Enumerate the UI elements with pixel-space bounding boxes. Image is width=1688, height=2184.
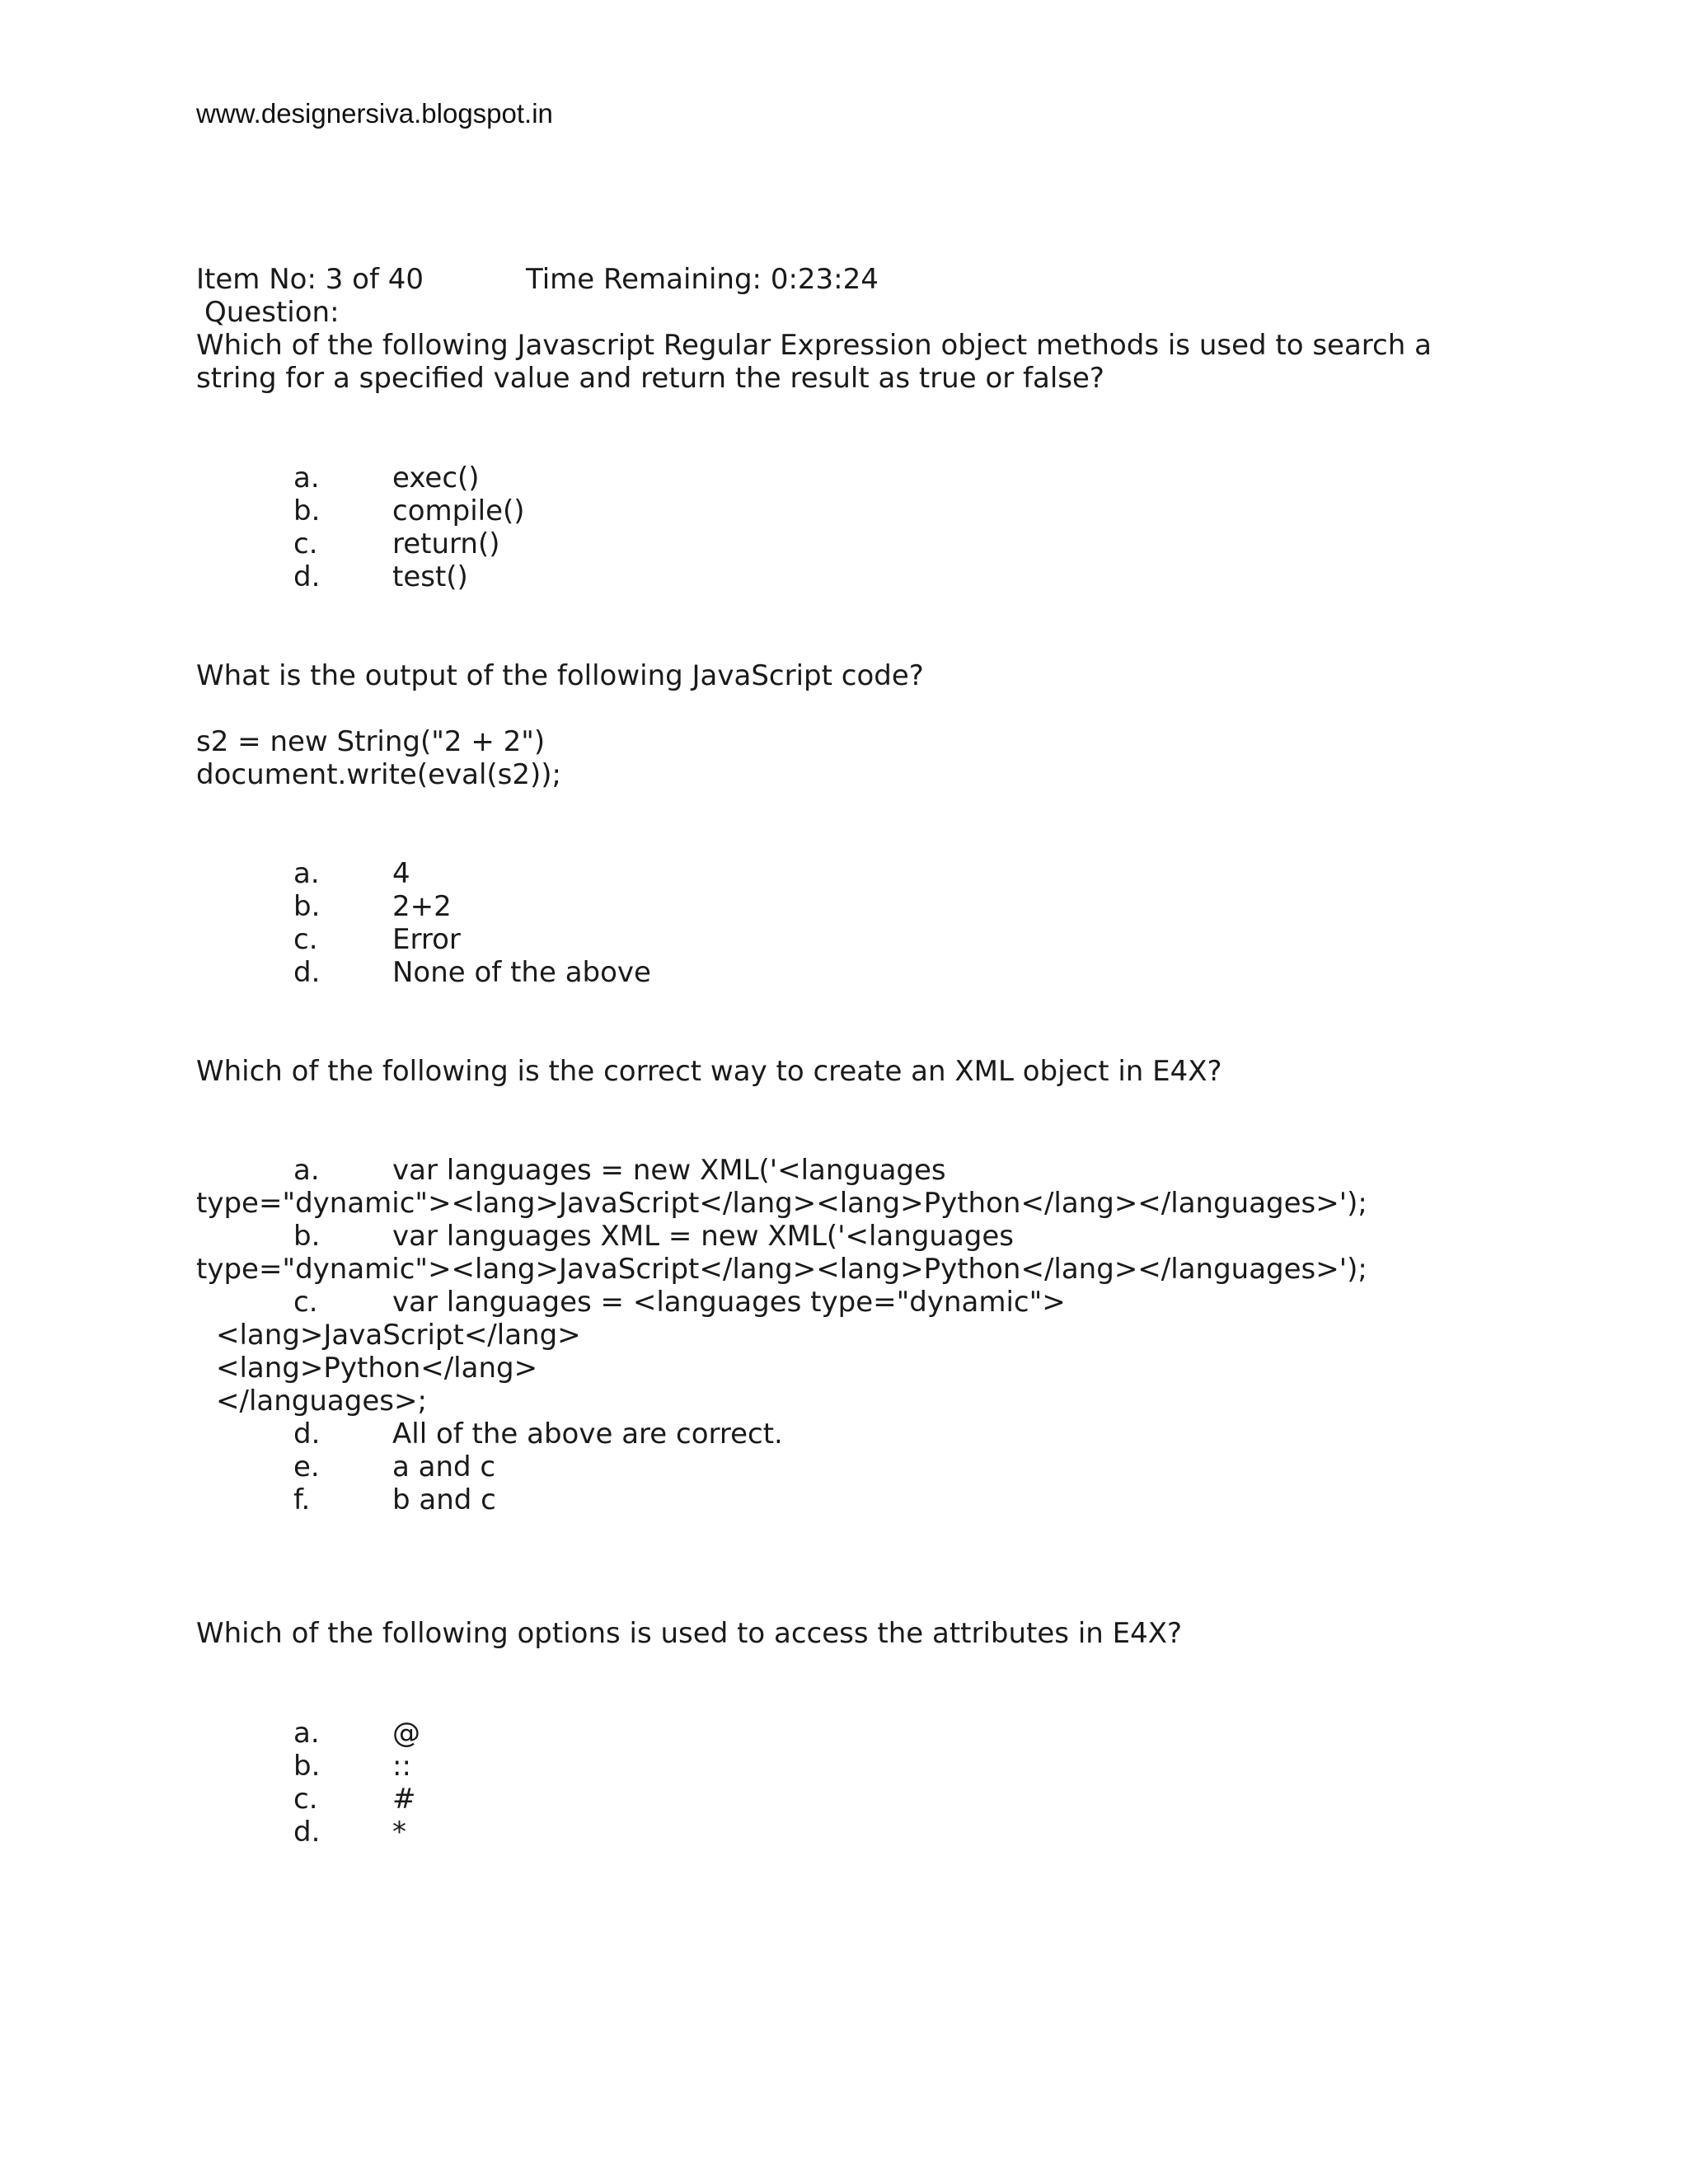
option-continuation: type="dynamic"><lang>JavaScript</lang><lang>Python</lang></languages>'); bbox=[196, 1187, 1367, 1220]
question-text-line: Which of the following Javascript Regular Expression object methods is used to search a bbox=[196, 329, 1432, 362]
option-text: compile() bbox=[392, 494, 525, 527]
option-text: var languages = <languages type="dynamic"> bbox=[392, 1286, 1066, 1319]
option-text: :: bbox=[392, 1750, 411, 1783]
option-letter: b. bbox=[293, 1750, 321, 1783]
option-letter: e. bbox=[293, 1451, 320, 1483]
option-letter: c. bbox=[293, 527, 318, 560]
option-letter: a. bbox=[293, 1717, 320, 1750]
code-line: s2 = new String("2 + 2") bbox=[196, 725, 546, 758]
question-label: Question: bbox=[204, 296, 340, 329]
option-letter: a. bbox=[293, 857, 320, 890]
option-letter: d. bbox=[293, 1418, 321, 1451]
option-letter: d. bbox=[293, 956, 321, 989]
question-text-line: Which of the following options is used to access the attributes in E4X? bbox=[196, 1617, 1183, 1650]
question-text-line: What is the output of the following JavaScript code? bbox=[196, 659, 924, 692]
option-continuation: </languages>; bbox=[216, 1385, 427, 1418]
option-text: @ bbox=[392, 1717, 420, 1750]
site-url: www.designersiva.blogspot.in bbox=[196, 98, 553, 129]
option-letter: b. bbox=[293, 1220, 321, 1253]
option-letter: d. bbox=[293, 560, 321, 593]
option-letter: f. bbox=[293, 1483, 311, 1516]
option-text: a and c bbox=[392, 1451, 496, 1483]
option-text: * bbox=[392, 1816, 406, 1849]
option-text: exec() bbox=[392, 462, 480, 494]
code-line: document.write(eval(s2)); bbox=[196, 758, 562, 791]
option-letter: b. bbox=[293, 494, 321, 527]
option-letter: b. bbox=[293, 890, 321, 923]
option-text: # bbox=[392, 1783, 416, 1816]
option-text: var languages XML = new XML('<languages bbox=[392, 1220, 1014, 1253]
option-text: var languages = new XML('<languages bbox=[392, 1154, 946, 1187]
option-text: 2+2 bbox=[392, 890, 452, 923]
option-text: test() bbox=[392, 560, 468, 593]
option-text: None of the above bbox=[392, 956, 651, 989]
option-continuation: <lang>JavaScript</lang> bbox=[216, 1319, 581, 1352]
time-remaining: Time Remaining: 0:23:24 bbox=[526, 263, 879, 296]
option-text: Error bbox=[392, 923, 461, 956]
question-text-line: string for a specified value and return the result as true or false? bbox=[196, 362, 1104, 395]
option-text: All of the above are correct. bbox=[392, 1418, 783, 1451]
item-number: Item No: 3 of 40 bbox=[196, 263, 424, 296]
option-text: b and c bbox=[392, 1483, 496, 1516]
option-letter: a. bbox=[293, 1154, 320, 1187]
option-letter: a. bbox=[293, 462, 320, 494]
option-letter: c. bbox=[293, 1783, 318, 1816]
option-letter: c. bbox=[293, 1286, 318, 1319]
option-text: return() bbox=[392, 527, 500, 560]
option-text: 4 bbox=[392, 857, 410, 890]
option-continuation: <lang>Python</lang> bbox=[216, 1352, 538, 1385]
option-letter: d. bbox=[293, 1816, 321, 1849]
option-letter: c. bbox=[293, 923, 318, 956]
option-continuation: type="dynamic"><lang>JavaScript</lang><lang>Python</lang></languages>'); bbox=[196, 1253, 1367, 1286]
question-text-line: Which of the following is the correct way to create an XML object in E4X? bbox=[196, 1055, 1222, 1088]
